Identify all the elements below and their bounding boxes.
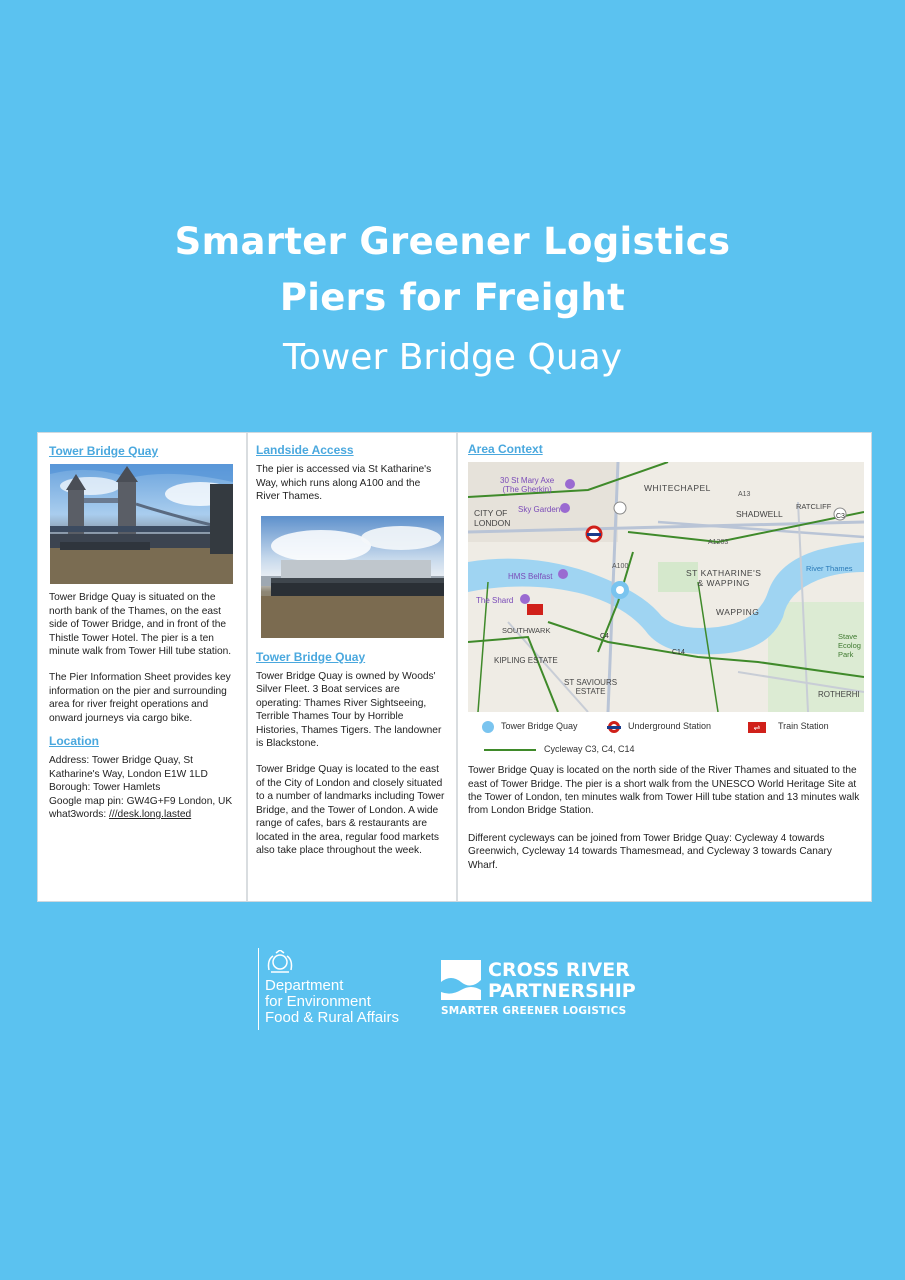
defra-logo: [258, 948, 428, 1032]
location-what3words: [49, 808, 236, 821]
map-label-shard: The Shard: [476, 596, 514, 606]
map-legend: [468, 712, 863, 762]
map-label-stk-line2: & WAPPING: [697, 578, 750, 589]
ownership-text: Tower Bridge Quay is owned by Woods' Silver Fleet. 3 Boat services are operating: Thames River Sightseeing, Terrible Thames Tour by Horrible Histories, Thames Tigers. The landowner is Blackstone.: [256, 671, 442, 750]
column-access: [246, 433, 456, 901]
map-label-c4: C4: [600, 633, 609, 641]
pier-name-subtitle: Tower Bridge Quay: [282, 337, 623, 378]
location-borough: Borough: Tower Hamlets: [49, 782, 161, 794]
map-label-st-katharines: [686, 568, 761, 588]
map-label-gherkin: [500, 476, 554, 494]
map-label-a13: A13: [738, 491, 751, 499]
cross-river-partnership-logo: [441, 960, 661, 1020]
map-label-a100: A100: [612, 563, 629, 571]
surroundings-text: Tower Bridge Quay is located to the east of the City of London and closely situated to a number of landmarks including Tower Bridge, and the Tower of London. A wide range of cafes, bars & restaurants are located in the area, regular food markets also take place throughout the week.: [256, 764, 445, 856]
legend-quay: [482, 720, 578, 733]
map-label-stsav-line1: ST SAVIOURS: [564, 678, 618, 688]
area-context-heading[interactable]: Area Context: [468, 442, 543, 456]
map-label-stave-line1: Stave: [838, 632, 858, 642]
legend-quay-label: Tower Bridge Quay: [501, 721, 578, 732]
map-label-rotherhithe: ROTHERHI: [818, 690, 860, 700]
map-label-ratcliff: RATCLIFF: [796, 502, 832, 512]
location-heading[interactable]: Location: [49, 734, 99, 749]
royal-crest-icon: [265, 950, 295, 974]
w3w-link[interactable]: ///desk.long.lasted: [109, 809, 192, 821]
map-label-sky-garden: Sky Garden: [518, 505, 561, 515]
tower-bridge-photo: [50, 464, 233, 584]
column-area-context: [456, 433, 871, 901]
crp-tagline: SMARTER GREENER LOGISTICS: [441, 1005, 627, 1017]
pier-photo: [261, 516, 444, 638]
title-block: [0, 214, 905, 388]
legend-cycleway: [484, 743, 635, 756]
area-context-paragraph-1: Tower Bridge Quay is located on the north side of the River Thames and situated to the east of Tower Bridge. The pier is a short walk from the UNESCO World Heritage Site at the Tower of London, ten minutes walk from Tower Hill tube station and 13 minutes walk from London Bridge Station.: [468, 765, 860, 817]
crp-line1: CROSS RIVER: [488, 959, 630, 981]
legend-underground-label: Underground Station: [628, 721, 712, 732]
map-label-stave-line3: Park: [838, 650, 854, 660]
info-panel: [37, 432, 872, 902]
map-label-kipling-estate: KIPLING ESTATE: [494, 656, 558, 666]
map-label-c3: C3: [836, 513, 845, 521]
legend-cycleway-label: Cycleway C3, C4, C14: [544, 744, 635, 755]
map-label-hms-belfast: HMS Belfast: [508, 572, 553, 582]
crp-wave-icon: [441, 960, 481, 1000]
main-title-line2: Piers for Freight: [279, 276, 626, 319]
map-label-stave-park: [838, 632, 861, 659]
map-label-gherkin-line2: (The Gherkin): [502, 485, 552, 495]
map-label-stave-line2: Ecolog: [838, 641, 861, 651]
overview-heading[interactable]: Tower Bridge Quay: [49, 444, 159, 458]
map-label-wapping: WAPPING: [716, 607, 760, 618]
legend-train: [748, 720, 829, 733]
legend-underground: [608, 720, 711, 733]
map-label-shadwell: SHADWELL: [736, 509, 783, 520]
map-label-city-line1: CITY OF: [474, 508, 508, 519]
map-label-whitechapel: WHITECHAPEL: [644, 483, 711, 494]
map-label-stsav-line2: ESTATE: [575, 687, 606, 697]
quay-marker-icon: [482, 721, 494, 733]
defra-line1: Department: [265, 977, 344, 994]
overview-paragraph-2: The Pier Information Sheet provides key information on the pier and surrounding area for river freight operations and onward journeys via cargo bike.: [49, 672, 231, 724]
map-label-city: [474, 508, 510, 528]
overview-paragraph-1: Tower Bridge Quay is situated on the north bank of the Thames, on the east side of Tower Bridge, and in front of the Thistle Tower Hotel. The pier is a ten minute walk from Tower Hill tube station.: [49, 592, 232, 658]
location-address: Address: Tower Bridge Quay, St Katharine's Way, London E1W 1LD: [49, 755, 208, 780]
cycleway-line-icon: [484, 749, 536, 751]
main-title: Smarter Greener Logistics: [174, 220, 731, 263]
column-overview: [38, 433, 246, 901]
map-label-gherkin-line1: 30 St Mary Axe: [500, 476, 555, 486]
map-label-st-saviours: [564, 678, 617, 696]
map-label-river-thames: River Thames: [806, 564, 853, 574]
underground-roundel-icon: [608, 721, 620, 733]
w3w-label: what3words:: [49, 809, 110, 821]
map-label-a1203: A1203: [708, 539, 729, 547]
landside-access-heading[interactable]: Landside Access: [256, 443, 354, 457]
tower-bridge-illustration: [50, 464, 233, 584]
crp-line2: PARTNERSHIP: [488, 980, 636, 1002]
footer-logos: [0, 948, 905, 1038]
map-label-southwark: SOUTHWARK: [502, 626, 551, 636]
defra-wordmark: [265, 978, 399, 1026]
map-label-c14: C14: [672, 649, 685, 657]
defra-line3: Food & Rural Affairs: [265, 1009, 399, 1026]
location-google-pin: Google map pin: GW4G+F9 London, UK: [49, 795, 233, 807]
national-rail-icon: ⇌: [748, 722, 766, 733]
defra-line2: for Environment: [265, 993, 371, 1010]
landside-access-text: The pier is accessed via St Katharine's Way, which runs along A100 and the River Thames.: [256, 464, 432, 503]
pier-illustration: [261, 516, 444, 638]
map-label-city-line2: LONDON: [474, 518, 511, 529]
area-map[interactable]: [468, 462, 864, 712]
ownership-heading[interactable]: Tower Bridge Quay: [256, 649, 366, 664]
legend-train-label: Train Station: [778, 721, 829, 732]
map-label-stk-line1: ST KATHARINE'S: [686, 568, 762, 579]
area-context-paragraph-2: Different cycleways can be joined from Tower Bridge Quay: Cycleway 4 towards Greenwich, Cycleway 14 towards Thamesmead, and Cycleway 3 towards Canary Wharf.: [468, 833, 832, 871]
